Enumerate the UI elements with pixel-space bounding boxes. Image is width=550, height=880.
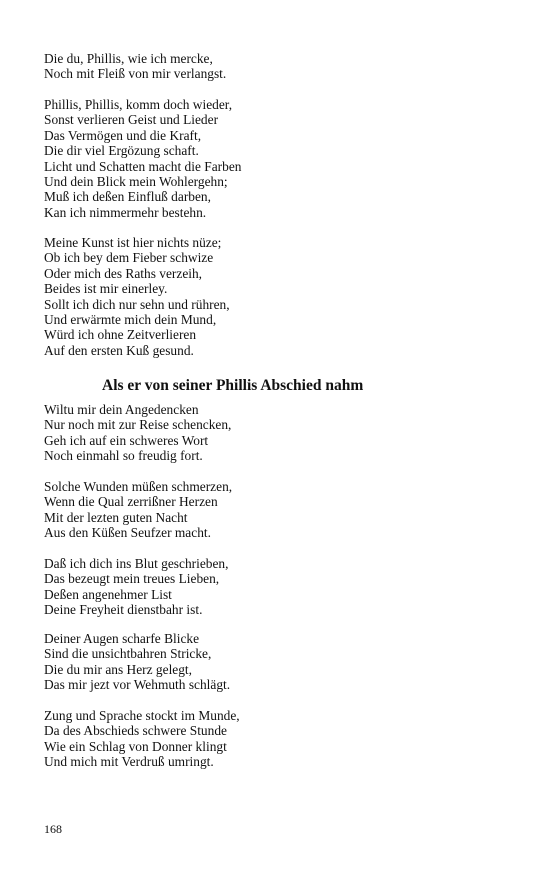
page-number: 168: [44, 822, 62, 836]
verse-line: Deßen angenehmer List: [44, 586, 172, 602]
verse-line: Deine Freyheit dienstbahr ist.: [44, 602, 203, 618]
verse-line: Und dein Blick mein Wohlergehn;: [44, 174, 228, 190]
poem1-stanza-1: [44, 51, 226, 82]
verse-line: Sollt ich dich nur sehn und rühren,: [44, 296, 230, 312]
verse-line: Das bezeugt mein treues Lieben,: [44, 571, 220, 587]
verse-line: Da des Abschieds schwere Stunde: [44, 723, 227, 739]
verse-line: Die du, Phillis, wie ich mercke,: [44, 51, 213, 66]
poem1-stanza-3: [44, 235, 230, 358]
verse-line: Geh ich auf ein schweres Wort: [44, 432, 209, 448]
poem-title: Als er von seiner Phillis Abschied nahm: [102, 377, 364, 394]
verse-line: Muß ich deßen Einfluß darben,: [44, 189, 211, 205]
verse-line: Würd ich ohne Zeitverlieren: [44, 327, 197, 343]
verse-line: Die dir viel Ergözung schaft.: [44, 143, 199, 159]
poem2-stanza-4: [44, 631, 230, 693]
verse-line: Das Vermögen und die Kraft,: [44, 127, 202, 143]
verse-line: Zung und Sprache stockt im Munde,: [44, 708, 240, 723]
verse-line: Sind die unsichtbahren Stricke,: [44, 646, 212, 662]
verse-line: Und erwärmte mich dein Mund,: [44, 312, 217, 328]
poem2-stanza-1: [44, 402, 231, 464]
verse-line: Das mir jezt vor Wehmuth schlägt.: [44, 677, 231, 693]
verse-line: Noch einmahl so freudig fort.: [44, 448, 203, 464]
verse-line: Und mich mit Verdruß umringt.: [44, 754, 214, 770]
verse-line: Deiner Augen scharfe Blicke: [44, 631, 200, 646]
verse-line: Solche Wunden müßen schmerzen,: [44, 479, 233, 494]
verse-line: Aus den Küßen Seufzer macht.: [44, 525, 211, 541]
verse-line: Wie ein Schlag von Donner klingt: [44, 738, 227, 754]
verse-line: Meine Kunst ist hier nichts nüze;: [44, 235, 222, 250]
verse-line: Beides ist mir einerley.: [44, 281, 168, 297]
verse-line: Sonst verlieren Geist und Lieder: [44, 112, 219, 128]
verse-line: Nur noch mit zur Reise schencken,: [44, 417, 232, 433]
verse-line: Oder mich des Raths verzeih,: [44, 265, 203, 281]
verse-line: Licht und Schatten macht die Farben: [44, 158, 242, 174]
poem2-stanza-2: [44, 479, 232, 541]
verse-line: Ob ich bey dem Fieber schwize: [44, 250, 214, 266]
verse-line: Die du mir ans Herz gelegt,: [44, 661, 192, 677]
verse-line: Wenn die Qual zerrißner Herzen: [44, 494, 218, 510]
verse-line: Kan ich nimmermehr bestehn.: [44, 204, 207, 220]
poem1-stanza-2: [44, 97, 241, 220]
verse-line: Daß ich dich ins Blut geschrieben,: [44, 556, 229, 571]
verse-line: Noch mit Fleiß von mir verlangst.: [44, 66, 227, 82]
verse-line: Auf den ersten Kuß gesund.: [44, 342, 194, 358]
verse-line: Mit der lezten guten Nacht: [44, 509, 188, 525]
verse-line: Wiltu mir dein Angedencken: [44, 402, 199, 417]
verse-line: Phillis, Phillis, komm doch wieder,: [44, 97, 233, 112]
poem2-stanza-3: [44, 556, 228, 618]
poem2-stanza-5: [44, 708, 240, 770]
